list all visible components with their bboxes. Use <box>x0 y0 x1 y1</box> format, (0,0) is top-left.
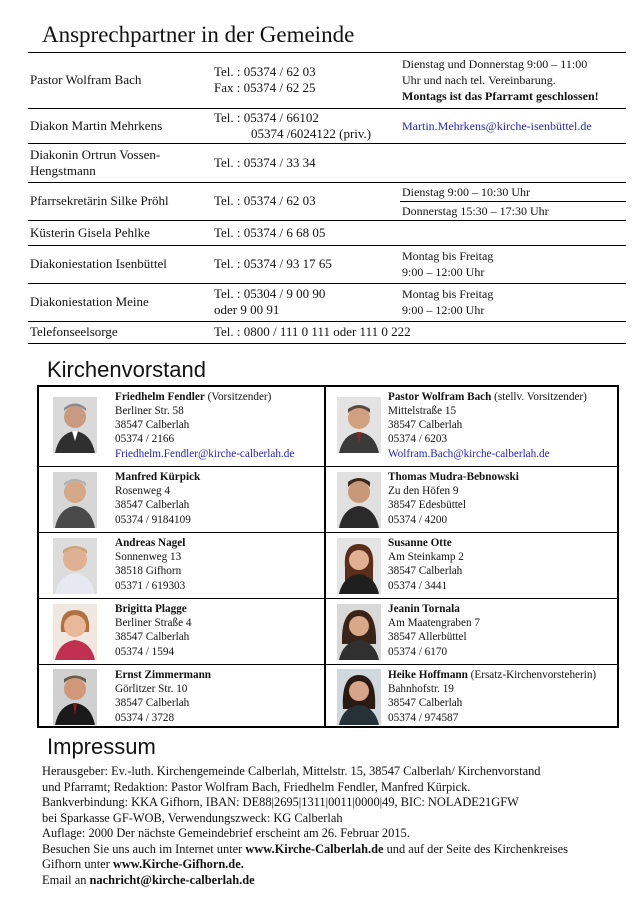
member-street: Bahnhofstr. 19 <box>388 683 454 695</box>
member-info <box>388 390 587 461</box>
closed-notice: Montags ist das Pfarramt geschlossen! <box>402 89 599 104</box>
member-phone: 05374 / 1594 <box>115 646 175 658</box>
member-name: Friedhelm Fendler <box>115 391 205 403</box>
member-city: 38547 Calberlah <box>115 697 190 709</box>
board-member <box>326 467 611 532</box>
impressum-line: Auflage: 2000 Der nächste Gemeindebrief erscheint am 26. Februar 2015. <box>42 826 410 840</box>
contact-phone: Tel. : 05374 / 33 34 <box>214 154 316 170</box>
website-link-gifhorn[interactable]: www.Kirche-Gifhorn.de. <box>112 857 244 871</box>
name-line: Hengstmann <box>30 162 96 178</box>
member-city: 38547 Calberlah <box>388 419 463 431</box>
member-street: Zu den Höfen 9 <box>388 485 459 497</box>
impressum-line: Bankverbindung: KKA Gifhorn, IBAN: DE88|2695|1311|0011|0000|49, BIC: NOLADE21GFW <box>42 795 519 809</box>
contact-info <box>400 182 626 220</box>
board-member <box>39 533 326 598</box>
phone-line: Tel. : 05304 / 9 00 90 <box>214 286 326 301</box>
contact-phone: Tel. : 0800 / 111 0 111 oder 111 0 222 <box>214 324 411 339</box>
info-line: Montag bis Freitag <box>402 249 494 263</box>
info-line: Donnerstag 15:30 – 17:30 Uhr <box>400 201 626 219</box>
member-street: Berliner Str. 58 <box>115 405 184 417</box>
member-name: Susanne Otte <box>388 537 452 549</box>
member-phone: 05374 / 4200 <box>388 514 448 526</box>
name-line: Diakonin Ortrun Vossen- <box>30 146 161 162</box>
member-city: 38547 Calberlah <box>115 631 190 643</box>
member-phone: 05374 / 6170 <box>388 646 448 658</box>
board-member <box>39 599 326 664</box>
table-row <box>28 220 626 245</box>
board-member <box>39 665 326 726</box>
impressum-line <box>42 857 632 873</box>
impressum-text-part: Gifhorn unter <box>42 857 113 871</box>
member-phone: 05374 / 974587 <box>388 712 459 724</box>
impressum-text-part: und auf der Seite des Kirchenkreises <box>383 841 568 856</box>
table-row <box>28 108 626 143</box>
contacts-title: Ansprechpartner in der Gemeinde <box>42 22 355 47</box>
member-role: (Ersatz-Kirchenvorsteherin) <box>467 669 597 681</box>
member-info <box>115 536 185 593</box>
info-line: Dienstag 9:00 – 10:30 Uhr <box>402 184 530 199</box>
impressum-line: bei Sparkasse GF-WOB, Verwendungszweck: KG Calberlah <box>42 810 343 825</box>
member-photo <box>337 604 381 660</box>
member-photo <box>337 669 381 725</box>
member-street: Am Steinkamp 2 <box>388 551 464 563</box>
member-name: Brigitta Plagge <box>115 603 187 615</box>
contact-phone <box>212 283 400 321</box>
member-info <box>388 536 464 593</box>
contact-email-link[interactable]: nachricht@kirche-calberlah.de <box>89 872 255 887</box>
member-info <box>115 470 200 527</box>
contact-name: Telefonseelsorge <box>30 324 118 339</box>
phone-line-private: 05374 /6024122 (priv.) <box>251 125 372 141</box>
member-name: Thomas Mudra-Bebnowski <box>388 471 519 483</box>
member-name: Manfred Kürpick <box>115 471 201 483</box>
contacts-table <box>28 53 626 344</box>
member-street: Görlitzer Str. 10 <box>115 683 188 695</box>
fax-line: Fax : 05374 / 62 25 <box>214 80 316 96</box>
member-info <box>388 668 596 725</box>
board-title: Kirchenvorstand <box>47 357 206 382</box>
member-role: (stellv. Vorsitzender) <box>491 391 587 403</box>
member-city: 38547 Calberlah <box>388 565 463 577</box>
board-grid <box>37 385 619 728</box>
table-row <box>28 53 626 108</box>
contact-name: Diakoniestation Meine <box>30 294 149 309</box>
member-photo <box>337 397 381 453</box>
contact-name: Pastor Wolfram Bach <box>30 72 142 88</box>
member-city: 38547 Calberlah <box>388 697 463 709</box>
impressum-line <box>42 873 632 889</box>
contact-phone: Tel. : 05374 / 93 17 65 <box>214 256 332 271</box>
member-name: Heike Hoffmann <box>388 669 468 681</box>
member-city: 38547 Edesbüttel <box>388 499 466 511</box>
member-photo <box>337 472 381 528</box>
table-row <box>28 321 626 343</box>
member-info <box>115 602 191 659</box>
table-row <box>28 143 626 182</box>
member-photo <box>53 604 97 660</box>
contact-info <box>400 143 626 182</box>
phone-line: oder 9 00 91 <box>214 302 280 317</box>
member-name: Pastor Wolfram Bach <box>388 391 492 403</box>
member-photo <box>53 472 97 528</box>
member-info <box>388 470 519 527</box>
member-name: Andreas Nagel <box>115 537 186 549</box>
member-photo <box>53 669 97 725</box>
member-phone: 05374 / 6203 <box>388 433 448 445</box>
impressum-line <box>42 842 632 858</box>
member-info <box>388 602 480 659</box>
member-city: 38547 Calberlah <box>115 499 190 511</box>
member-name: Jeanin Tornala <box>388 603 460 615</box>
contact-phone: Tel. : 05374 / 6 68 05 <box>214 224 326 240</box>
info-line: 9:00 – 12:00 Uhr <box>402 303 485 317</box>
member-phone: 05374 / 9184109 <box>115 514 191 526</box>
board-member <box>326 665 611 726</box>
member-street: Am Maatengraben 7 <box>388 617 480 629</box>
contact-name: Küsterin Gisela Pehlke <box>30 224 150 240</box>
member-city: 38547 Allerbüttel <box>388 631 467 643</box>
board-member <box>326 533 611 598</box>
member-phone: 05374 / 2166 <box>115 433 175 445</box>
member-photo <box>53 397 97 453</box>
website-link[interactable]: www.Kirche-Calberlah.de <box>245 841 384 856</box>
contact-email[interactable]: Martin.Mehrkens@kirche-isenbüttel.de <box>402 118 592 133</box>
info-line: 9:00 – 12:00 Uhr <box>402 265 485 279</box>
board-member <box>326 599 611 664</box>
member-street: Mittelstraße 15 <box>388 405 457 417</box>
member-photo <box>337 538 381 594</box>
contact-name <box>28 143 212 182</box>
info-line: Dienstag und Donnerstag 9:00 – 11:00 <box>402 57 588 72</box>
impressum-text <box>42 764 632 888</box>
member-info <box>115 668 211 725</box>
impressum-text-part: Besuchen Sie uns auch im Internet unter <box>42 841 246 856</box>
contact-info <box>400 220 626 245</box>
member-email[interactable]: Wolfram.Bach@kirche-calberlah.de <box>388 448 550 460</box>
member-phone: 05374 / 3441 <box>388 580 448 592</box>
table-row <box>28 182 626 220</box>
impressum-text-part: Email an <box>42 872 90 887</box>
contact-phone <box>212 108 400 143</box>
impressum-line: und Pfarramt; Redaktion: Pastor Wolfram Bach, Friedhelm Fendler, Manfred Kürpick. <box>42 779 471 794</box>
member-name: Ernst Zimmermann <box>115 669 212 681</box>
table-row <box>28 245 626 283</box>
info-line: Uhr und nach tel. Vereinbarung. <box>402 73 556 88</box>
impressum-line: Herausgeber: Ev.-luth. Kirchengemeinde Calberlah, Mittelstr. 15, 38547 Calberlah/ Kirchenvorstand <box>42 764 541 778</box>
contact-name: Diakon Martin Mehrkens <box>30 117 163 133</box>
member-street: Berliner Straße 4 <box>115 617 192 629</box>
contact-name: Diakoniestation Isenbüttel <box>30 256 167 271</box>
info-line: Montag bis Freitag <box>402 287 494 301</box>
contact-phone <box>212 53 400 108</box>
member-street: Sonnenweg 13 <box>115 551 182 563</box>
member-photo <box>53 538 97 594</box>
table-row <box>28 283 626 321</box>
member-phone: 05371 / 619303 <box>115 580 186 592</box>
contact-phone: Tel. : 05374 / 62 03 <box>214 193 316 208</box>
board-member <box>39 387 326 466</box>
contact-info <box>400 245 626 283</box>
board-member <box>39 467 326 532</box>
phone-line: Tel. : 05374 / 62 03 <box>214 64 316 80</box>
member-email[interactable]: Friedhelm.Fendler@kirche-calberlah.de <box>115 448 295 460</box>
member-info <box>115 390 294 461</box>
member-city: 38547 Calberlah <box>115 419 190 431</box>
impressum-title: Impressum <box>47 734 156 759</box>
contact-info <box>400 283 626 321</box>
member-role: (Vorsitzender) <box>204 391 272 403</box>
contact-name: Pfarrsekretärin Silke Pröhl <box>30 193 169 208</box>
member-phone: 05374 / 3728 <box>115 712 175 724</box>
board-member <box>326 387 611 466</box>
phone-line: Tel. : 05374 / 66102 <box>214 109 319 125</box>
member-street: Rosenweg 4 <box>115 485 170 497</box>
contact-info <box>400 53 626 108</box>
member-city: 38518 Gifhorn <box>115 565 182 577</box>
